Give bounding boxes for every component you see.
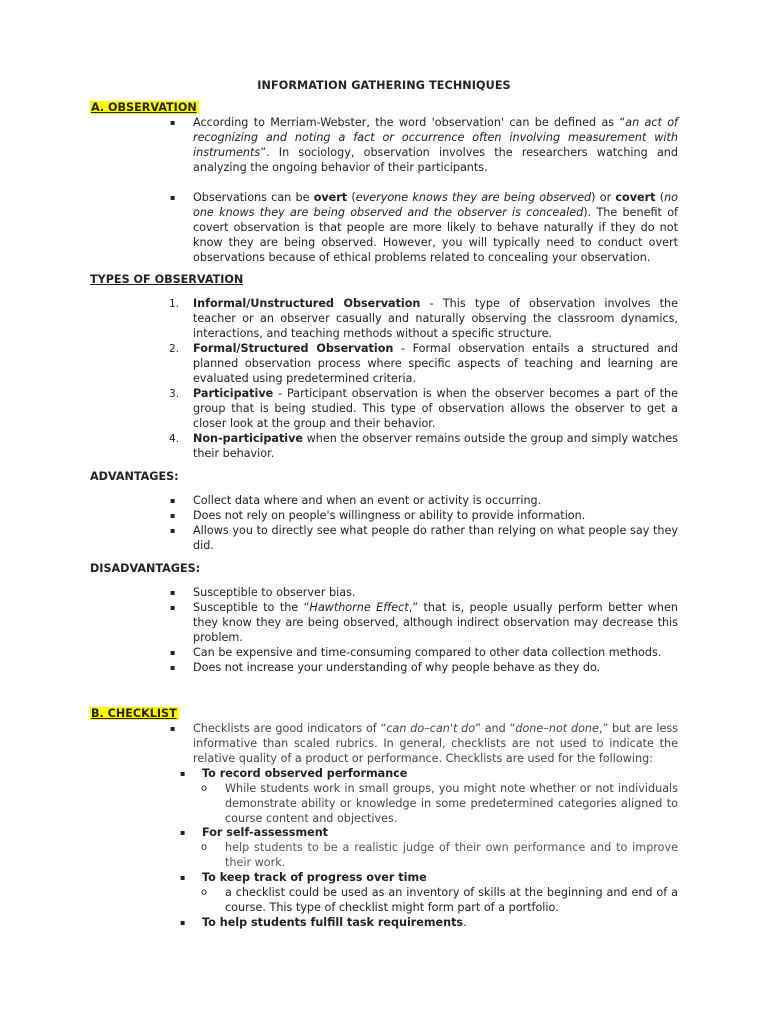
list-item-disadvantage: Susceptible to observer bias. [193, 586, 356, 599]
section-heading-advantages: ADVANTAGES: [90, 470, 179, 483]
list-item-disadvantage: Susceptible to the “Hawthorne Effect,” that is, people usually perform better when they know they are being observed, although indirect observation may decrease this problem. [193, 601, 678, 644]
section-heading-checklist: B. CHECKLIST [91, 707, 177, 720]
square-bullet-icon: ▪ [180, 873, 186, 882]
square-bullet-icon: ▪ [170, 496, 176, 505]
square-bullet-icon: ▪ [170, 663, 176, 672]
square-bullet-icon: ▪ [170, 588, 176, 597]
checklist-use-label: To help students fulfill task requirements. [202, 916, 467, 929]
square-bullet-icon: ▪ [180, 769, 186, 778]
list-item-type: Formal/Structured Observation - Formal observation entails a structured and planned observation process where specific aspects of teaching and learning are evaluated using predetermined criteria. [193, 342, 678, 385]
square-bullet-icon: ▪ [170, 193, 176, 202]
page-title: INFORMATION GATHERING TECHNIQUES [257, 79, 511, 92]
square-bullet-icon: ▪ [170, 648, 176, 657]
circle-bullet-icon: o [201, 842, 208, 853]
square-bullet-icon: ▪ [180, 918, 186, 927]
checklist-use-detail: a checklist could be used as an inventory of skills at the beginning and end of a course. This type of checklist might form part of a portfolio. [225, 886, 678, 914]
circle-bullet-icon: o [201, 783, 208, 794]
observation-definition-paragraph: According to Merriam-Webster, the word 'observation' can be defined as “an act of recognizing and noting a fact or occurrence often involving measurement with instruments”. In sociology, observation involves the researchers watching and analyzing the ongoing behavior of their participants. [193, 116, 678, 174]
square-bullet-icon: ▪ [170, 526, 176, 535]
list-number: 4. [169, 433, 180, 445]
list-item-type: Informal/Unstructured Observation - This type of observation involves the teacher or an observer casually and naturally observing the classroom dynamics, interactions, and teaching methods without a specific structure. [193, 297, 678, 340]
checklist-use-label: For self-assessment [202, 826, 329, 839]
checklist-use-detail: While students work in small groups, you might note whether or not individuals demonstrate ability or knowledge in some predetermined categories aligned to course content and objectives. [225, 782, 678, 825]
checklist-use-detail: help students to be a realistic judge of their own performance and to improve their work. [225, 841, 678, 869]
list-item-disadvantage: Can be expensive and time-consuming compared to other data collection methods. [193, 646, 662, 659]
circle-bullet-icon: o [201, 887, 208, 898]
list-item-type: Participative - Participant observation is when the observer becomes a part of the group that is being studied. This type of observation allows the observer to get a closer look at the group and their behavior. [193, 387, 678, 430]
checklist-intro-paragraph: Checklists are good indicators of “can do–can't do” and “done–not done,” but are less informative than scaled rubrics. In general, checklists are not used to indicate the relative quality of a product or performance. Checklists are used for the following: [193, 722, 678, 765]
square-bullet-icon: ▪ [170, 724, 176, 733]
section-heading-types: TYPES OF OBSERVATION [90, 273, 244, 286]
square-bullet-icon: ▪ [170, 603, 176, 612]
checklist-use-label: To record observed performance [202, 767, 408, 780]
list-number: 2. [169, 343, 180, 355]
square-bullet-icon: ▪ [170, 511, 176, 520]
list-item-type: Non-participative when the observer remains outside the group and simply watches their behavior. [193, 432, 678, 460]
section-heading-observation: A. OBSERVATION [91, 101, 197, 114]
checklist-use-label: To keep track of progress over time [202, 871, 427, 884]
list-number: 3. [169, 388, 180, 400]
overt-covert-paragraph: Observations can be overt (everyone knows they are being observed) or covert (no one knows they are being observed and the observer is concealed). The benefit of covert observation is that people are more likely to behave naturally if they do not know they are being observed. However, you will typically need to conduct overt observations because of ethical problems related to concealing your observation. [193, 191, 679, 264]
section-heading-disadvantages: DISADVANTAGES: [90, 562, 201, 575]
square-bullet-icon: ▪ [180, 828, 186, 837]
list-item-advantage: Collect data where and when an event or activity is occurring. [193, 494, 542, 507]
square-bullet-icon: ▪ [170, 118, 176, 127]
list-item-advantage: Does not rely on people's willingness or ability to provide information. [193, 509, 586, 522]
list-item-advantage: Allows you to directly see what people do rather than relying on what people say they did. [193, 524, 678, 552]
list-item-disadvantage: Does not increase your understanding of why people behave as they do. [193, 661, 601, 674]
list-number: 1. [169, 298, 180, 310]
